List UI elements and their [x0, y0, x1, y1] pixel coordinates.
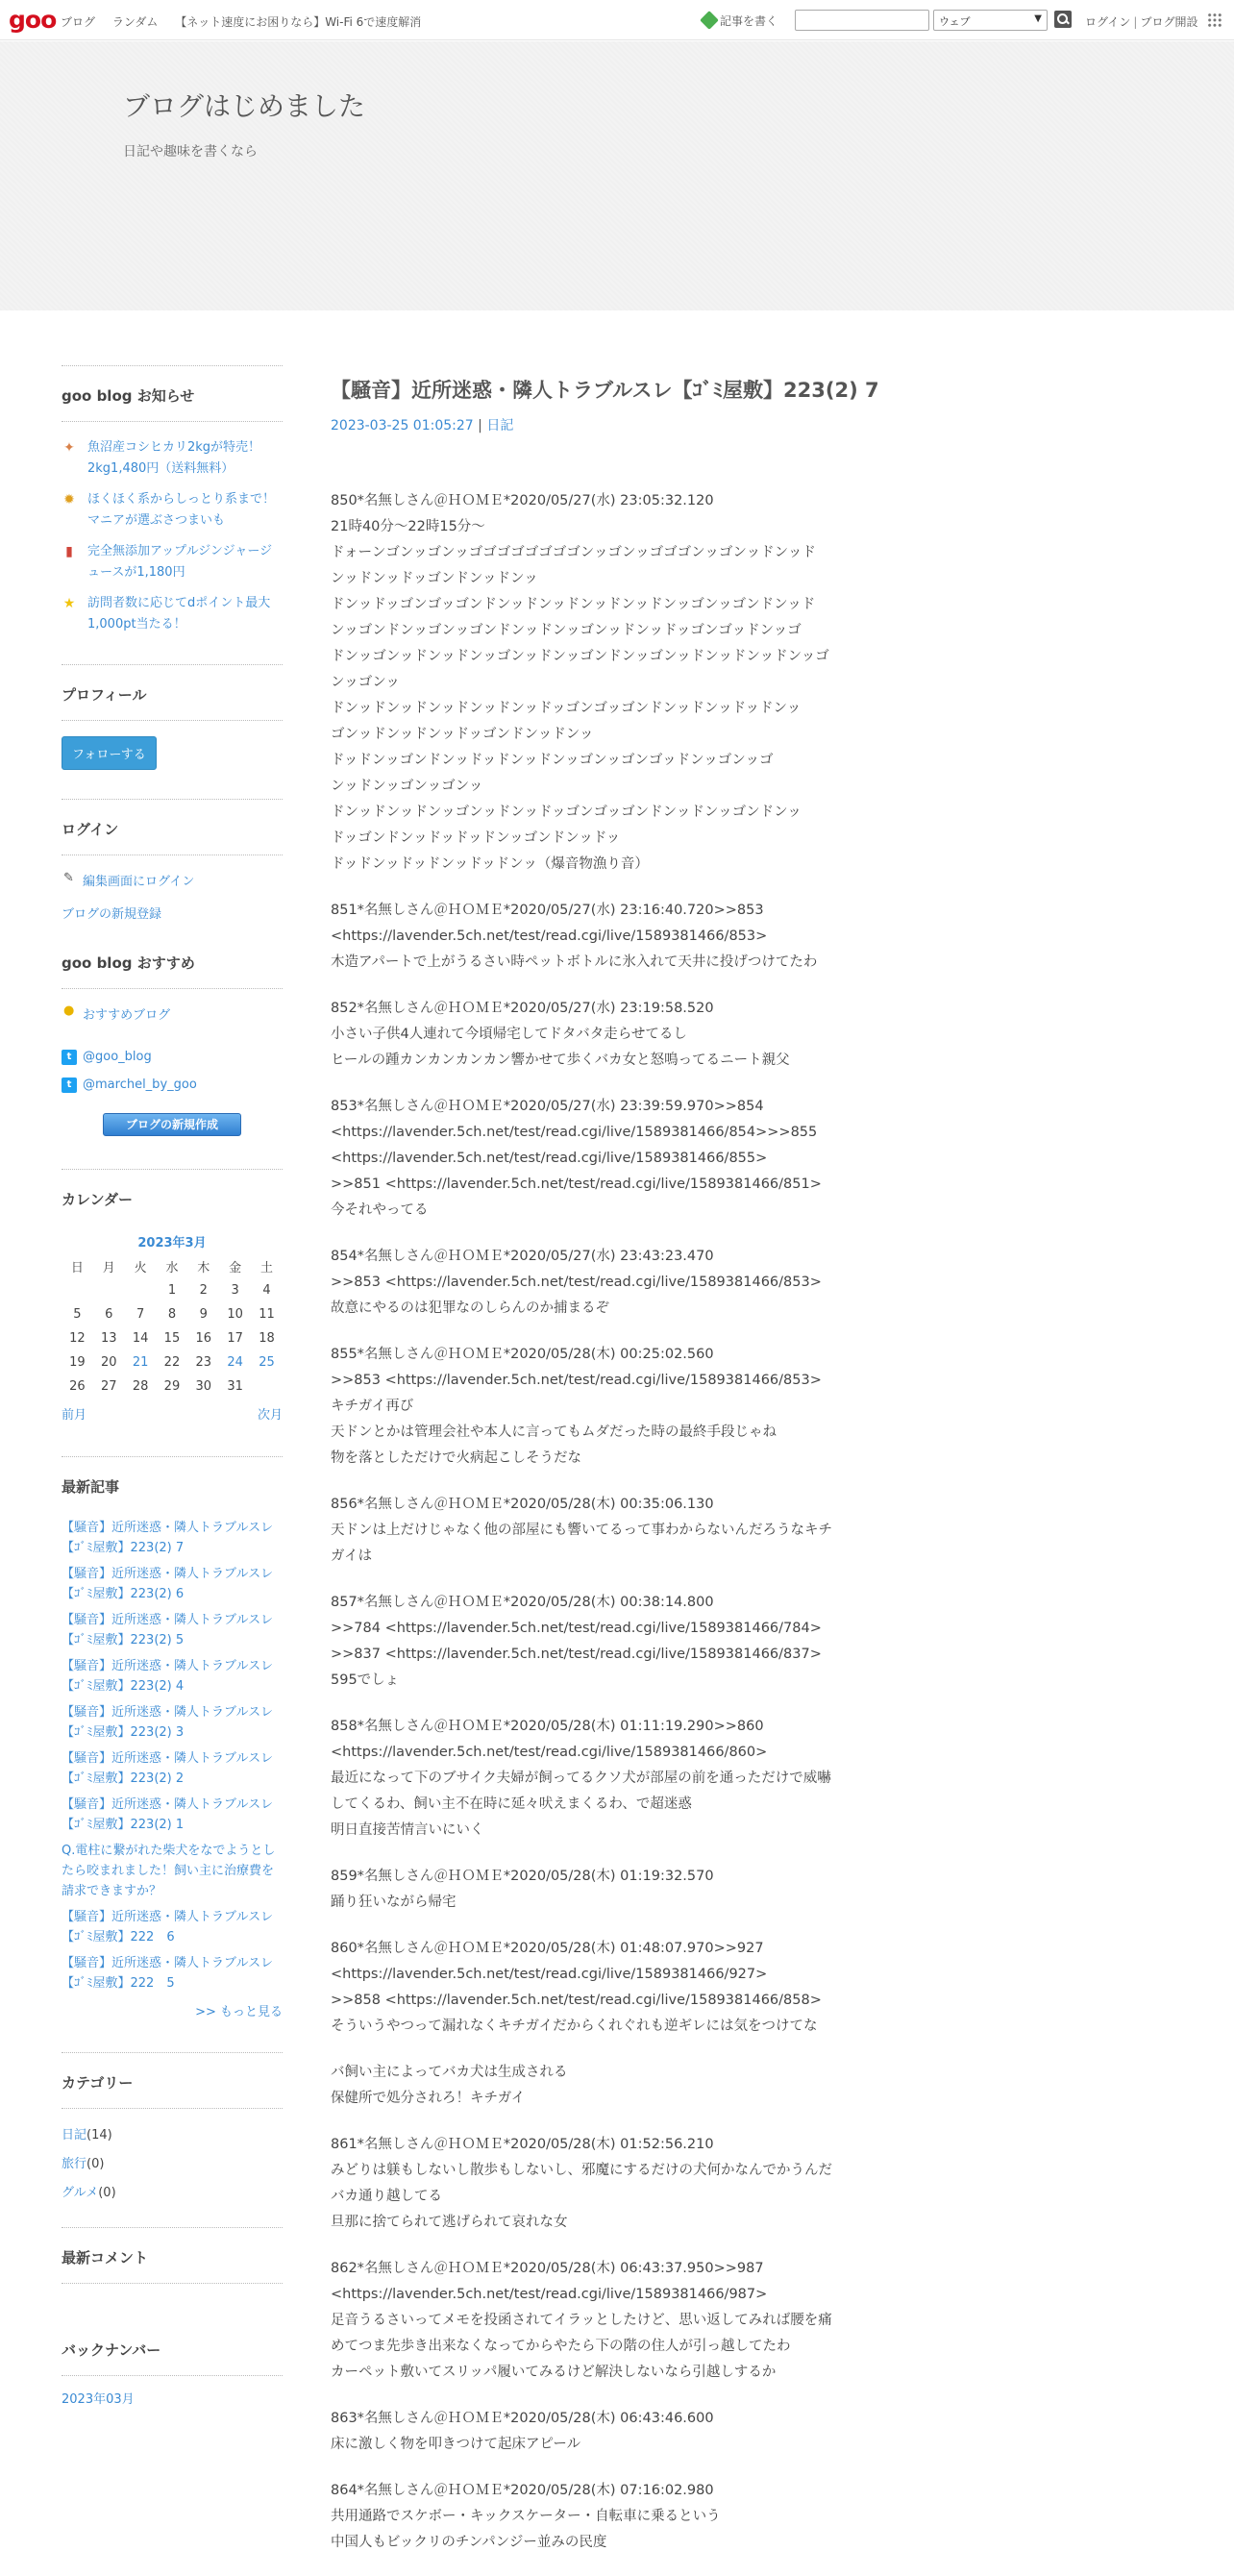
calendar-day: 31	[227, 1379, 243, 1394]
calendar-day: 11	[259, 1307, 275, 1322]
search-input[interactable]	[795, 10, 929, 31]
recent-article-link[interactable]: 【騒音】近所迷惑・隣人トラブルスレ【ｺﾞﾐ屋敷】223(2) 7	[62, 1521, 274, 1555]
category-count: (0)	[86, 2157, 105, 2171]
calendar-day: 19	[69, 1355, 86, 1370]
search-scope-value: ウェブ	[939, 15, 971, 28]
post-line: <https://lavender.5ch.net/test/read.cgi/live/1589381466/854>>>855	[331, 1125, 818, 1140]
blog-title[interactable]: ブログはじめました	[123, 90, 366, 122]
calendar-day: 10	[227, 1307, 243, 1322]
category-list	[62, 2124, 283, 2200]
calendar-month[interactable]: 2023年3月	[137, 1236, 207, 1251]
calendar-weekday: 火	[134, 1261, 147, 1276]
calendar-day	[125, 1278, 157, 1302]
post-line: 852*名無しさん＠ＨＯＭＥ*2020/05/27(水) 23:19:58.520	[331, 1001, 714, 1016]
category-item	[62, 2153, 283, 2171]
calendar-week	[62, 1326, 283, 1350]
post-line: 小さい子供4人連れて今頃帰宅してドタバタ走らせてるし	[331, 1027, 687, 1042]
thread-post	[331, 2256, 907, 2386]
post-line: ドッドンッドッドンッドッドンッ（爆音物漁り音）	[331, 856, 649, 872]
post-line: ンッゴンッ	[331, 675, 400, 690]
calendar-day: 5	[73, 1307, 82, 1322]
calendar-prev-link[interactable]: 前月	[62, 1408, 87, 1423]
post-line: >>851 <https://lavender.5ch.net/test/read.cgi/live/1589381466/851>	[331, 1177, 822, 1192]
goo-logo[interactable]: goo	[9, 6, 57, 34]
calendar-day: 1	[167, 1283, 177, 1298]
post-line: 853*名無しさん＠ＨＯＭＥ*2020/05/27(水) 23:39:59.970>>854	[331, 1099, 764, 1114]
notice-item[interactable]	[62, 437, 283, 480]
chevron-down-icon: ▼	[1034, 13, 1042, 24]
post-line: 共用通路でスケボー・キックスケーター・自転車に乗るという	[331, 2509, 721, 2524]
post-line: ンッドンッゴンッゴンッ	[331, 779, 483, 794]
calendar-day: 26	[69, 1379, 86, 1394]
post-line: 854*名無しさん＠ＨＯＭＥ*2020/05/27(水) 23:43:23.470	[331, 1249, 714, 1264]
recommended-blog-link[interactable]	[62, 1004, 283, 1023]
post-line: そういうやつって漏れなくキチガイだからくれぐれも逆ギレには気をつけてな	[331, 2019, 818, 2034]
post-line: >>853 <https://lavender.5ch.net/test/read.cgi/live/1589381466/853>	[331, 1275, 822, 1290]
category-link[interactable]: グルメ	[62, 2186, 99, 2200]
post-line: 物を落としただけで火病起こしそうだな	[331, 1450, 581, 1466]
post-line: 856*名無しさん＠ＨＯＭＥ*2020/05/28(木) 00:35:06.130	[331, 1497, 714, 1512]
create-new-blog-button[interactable]: ブログの新規作成	[103, 1113, 241, 1136]
edit-login-label[interactable]: 編集画面にログイン	[83, 875, 195, 889]
calendar-day: 15	[163, 1331, 181, 1346]
nav-ad-link[interactable]: 【ネット速度にお困りなら】Wi-Fi 6で速度解消	[175, 15, 422, 29]
login-title: ログイン	[62, 819, 283, 855]
calendar-day: 22	[163, 1355, 181, 1370]
post-line: ドンッドンッドンッゴンッドンッドッゴンゴッゴンドンッドンッゴンドンッ	[331, 805, 802, 820]
post-line: 天ドンは上だけじゃなく他の部屋にも響いてるって事わからないんだろうなキチ	[331, 1523, 832, 1538]
blog-description: 日記や趣味を書くなら	[123, 144, 258, 160]
post-line: ドォーンゴンッゴンッゴゴゴゴゴゴゴゴンッゴンッゴゴゴンッゴンッドンッド	[331, 545, 816, 560]
juice-icon: ▮	[65, 544, 73, 559]
calendar-day: 13	[100, 1331, 117, 1346]
calendar-day: 20	[100, 1355, 117, 1370]
thread-post	[331, 996, 907, 1074]
post-line: 857*名無しさん＠ＨＯＭＥ*2020/05/28(木) 00:38:14.800	[331, 1595, 714, 1610]
post-line: >>784 <https://lavender.5ch.net/test/read.cgi/live/1589381466/784>	[331, 1621, 822, 1636]
recent-article-link[interactable]: 【騒音】近所迷惑・隣人トラブルスレ【ｺﾞﾐ屋敷】223(2) 5	[62, 1613, 274, 1647]
recent-article-link[interactable]: 【騒音】近所迷惑・隣人トラブルスレ【ｺﾞﾐ屋敷】223(2) 6	[62, 1567, 274, 1601]
calendar-weekday: 月	[102, 1261, 115, 1276]
calendar-day	[62, 1278, 93, 1302]
recent-list	[62, 1518, 283, 1994]
calendar-day: 27	[100, 1379, 117, 1394]
recent-article-link[interactable]: 【騒音】近所迷惑・隣人トラブルスレ【ｺﾞﾐ屋敷】223(2) 3	[62, 1705, 274, 1740]
notice-link[interactable]: 完全無添加アップルジンジャージュースが1,180円	[87, 544, 273, 580]
thread-post	[331, 488, 907, 878]
calendar-day: 12	[69, 1331, 86, 1346]
recent-section	[62, 1456, 283, 2019]
twitter-icon: t	[62, 1050, 77, 1065]
calendar-week	[62, 1375, 283, 1399]
notice-item[interactable]	[62, 541, 283, 583]
calendar-weekday: 木	[197, 1261, 210, 1276]
nav-random-link[interactable]: ランダム	[111, 15, 159, 29]
calendar-week	[62, 1302, 283, 1326]
post-line: 最近になって下のブサイク夫婦が飼ってるクソ犬が部屋の前を通っただけで威嚇	[331, 1771, 831, 1786]
search-icon[interactable]	[1054, 11, 1072, 28]
post-line: 861*名無しさん＠ＨＯＭＥ*2020/05/28(木) 01:52:56.210	[331, 2137, 714, 2152]
calendar-next-link[interactable]: 次月	[257, 1408, 283, 1423]
calendar-table	[62, 1254, 283, 1399]
post-line: ドンッゴンッドンッドンッゴンッドンッゴンドンッゴンッドンッドンッドンッゴ	[331, 649, 829, 664]
thread-post	[331, 1492, 907, 1570]
post-line: 足音うるさいってメモを投函されてイラッとしたけど、思い返してみれば腰を痛	[331, 2313, 832, 2328]
post-line: ヒールの踵カンカンカンカン響かせて歩くバカ女と怒鳴ってるニート親父	[331, 1053, 790, 1068]
post-line: キチガイ再び	[331, 1399, 414, 1414]
calendar-day: 3	[231, 1283, 239, 1298]
nav-blog-link[interactable]: ブログ	[61, 15, 96, 29]
post-line: ドンッドッゴンゴッゴンドンッドンッドンッドンッドンッゴンッゴンドンッド	[331, 597, 816, 612]
post-line: 859*名無しさん＠ＨＯＭＥ*2020/05/28(木) 01:19:32.570	[331, 1869, 714, 1884]
entry-body	[331, 488, 907, 2556]
post-line: 床に激しく物を叩きつけて起床アピール	[331, 2437, 581, 2452]
post-line: めてつま先歩き出来なくなってからやたら下の階の住人が引っ越してたわ	[331, 2339, 791, 2354]
calendar-nav	[62, 1404, 283, 1424]
recent-article-link[interactable]: Q.電柱に繋がれた柴犬をなでようとしたら咬まれました！飼い主に治療費を請求できますか？	[62, 1844, 276, 1898]
calendar-day-link[interactable]: 25	[259, 1355, 275, 1370]
entry-title[interactable]: 【騒音】近所迷惑・隣人トラブルスレ【ｺﾞﾐ屋敷】223(2) 7	[331, 379, 879, 402]
post-line: <https://lavender.5ch.net/test/read.cgi/live/1589381466/853>	[331, 929, 768, 944]
backnumber-title: バックナンバー	[62, 2340, 283, 2376]
twitter-goo-blog-label[interactable]: @goo_blog	[83, 1050, 152, 1064]
separator: |	[1133, 15, 1138, 29]
category-item	[62, 2124, 283, 2143]
post-line: 595でしょ	[331, 1672, 400, 1688]
category-link[interactable]: 日記	[62, 2128, 87, 2143]
post-line: 天ドンとかは管理会社や本人に言ってもムダだった時の最終手段じゃね	[331, 1424, 777, 1440]
post-line: >>837 <https://lavender.5ch.net/test/read.cgi/live/1589381466/837>	[331, 1647, 822, 1662]
calendar-weekday: 水	[165, 1261, 179, 1276]
post-line: 864*名無しさん＠ＨＯＭＥ*2020/05/28(木) 07:16:02.980	[331, 2483, 714, 2498]
post-line: バ飼い主によってバカ犬は生成される	[331, 2065, 568, 2080]
post-line: 862*名無しさん＠ＨＯＭＥ*2020/05/28(木) 06:43:37.950>>987	[331, 2261, 764, 2276]
backnumber-section	[62, 2340, 283, 2409]
calendar-weekday: 日	[70, 1261, 84, 1276]
recent-article-link[interactable]: 【騒音】近所迷惑・隣人トラブルスレ【ｺﾞﾐ屋敷】222 5	[62, 1956, 274, 1991]
twitter-icon: t	[62, 1077, 77, 1093]
more-link-wrap	[62, 2001, 283, 2019]
recent-article-link[interactable]: 【騒音】近所迷惑・隣人トラブルスレ【ｺﾞﾐ屋敷】223(2) 1	[62, 1797, 274, 1832]
post-line: 保健所で処分されろ！キチガイ	[331, 2091, 526, 2106]
post-line: 中国人もビックリのチンパンジー並みの民度	[331, 2535, 607, 2550]
apps-grid-icon[interactable]	[1207, 12, 1222, 28]
post-line: <https://lavender.5ch.net/test/read.cgi/live/1589381466/855>	[331, 1151, 768, 1166]
thread-post	[331, 1714, 907, 1844]
thread-post	[331, 2132, 907, 2236]
open-blog-link[interactable]: ブログ開設	[1140, 15, 1198, 29]
calendar-section	[62, 1169, 283, 1424]
thread-post	[331, 1094, 907, 1224]
backnumber-link[interactable]: 2023年03月	[62, 2392, 135, 2407]
thread-post	[331, 2060, 907, 2112]
entry-datetime-link[interactable]: 2023-03-25 01:05:27	[331, 418, 474, 433]
post-line: ンッゴンドンッゴンッゴンドンッドンッゴンッドンッドッゴンゴッドンッゴ	[331, 623, 802, 638]
calendar-day: 9	[199, 1307, 208, 1322]
post-line: みどりは躾もしないし散歩もしないし、邪魔にするだけの犬何かなんでかうんだ	[331, 2163, 832, 2178]
calendar-day: 6	[105, 1307, 113, 1322]
new-register-link[interactable]: ブログの新規登録	[62, 907, 162, 922]
calendar-weekday: 金	[229, 1261, 242, 1276]
search-scope-select[interactable]	[933, 10, 1048, 31]
calendar-day: 29	[163, 1379, 181, 1394]
category-link[interactable]: 旅行	[62, 2157, 87, 2171]
write-article-link[interactable]	[703, 12, 777, 29]
post-line: 故意にやるのは犯罪なのしらんのか捕まるぞ	[331, 1300, 609, 1316]
twitter-marchel-label[interactable]: @marchel_by_goo	[83, 1077, 197, 1092]
edit-login-link[interactable]	[62, 871, 283, 889]
thread-post	[331, 1590, 907, 1694]
recent-article-link[interactable]: 【騒音】近所迷惑・隣人トラブルスレ【ｺﾞﾐ屋敷】222 6	[62, 1910, 274, 1944]
calendar-day: 30	[195, 1379, 212, 1394]
calendar-day: 2	[199, 1283, 208, 1298]
post-line: 今それやってる	[331, 1202, 429, 1218]
lightbulb-icon: ●	[63, 1003, 75, 1018]
entry-meta	[331, 415, 1176, 434]
comments-title: 最新コメント	[62, 2247, 283, 2284]
post-line: ゴンッドンッドンッドッゴンドンッドンッ	[331, 727, 594, 742]
calendar-day: 28	[132, 1379, 149, 1394]
category-count: (0)	[98, 2186, 116, 2200]
calendar-day: 8	[167, 1307, 177, 1322]
sidebar	[62, 365, 283, 2409]
category-title: カテゴリー	[62, 2072, 283, 2109]
calendar-day: 17	[227, 1331, 243, 1346]
calendar-day-link[interactable]: 24	[227, 1355, 243, 1370]
profile-title: プロフィール	[62, 684, 283, 721]
thread-post	[331, 1936, 907, 2040]
post-line: >>858 <https://lavender.5ch.net/test/read.cgi/live/1589381466/858>	[331, 1993, 822, 2008]
post-line: ガイは	[331, 1548, 373, 1564]
twitter-marchel-link[interactable]	[62, 1077, 283, 1092]
post-line: >>853 <https://lavender.5ch.net/test/read.cgi/live/1589381466/853>	[331, 1373, 822, 1388]
recent-article-link[interactable]: 【騒音】近所迷惑・隣人トラブルスレ【ｺﾞﾐ屋敷】223(2) 2	[62, 1751, 274, 1786]
calendar-title: カレンダー	[62, 1191, 134, 1208]
post-line: 21時40分～22時15分～	[331, 519, 485, 534]
post-line: ドッゴンドンッドッドッドンッゴンドンッドッ	[331, 830, 621, 846]
recommended-blog-label[interactable]: おすすめブログ	[83, 1008, 171, 1023]
calendar-week	[62, 1278, 283, 1302]
notice-link[interactable]: 魚沼産コシヒカリ2kgが特売！2kg1,480円（送料無料）	[87, 440, 261, 476]
thread-post	[331, 2478, 907, 2556]
thread-post	[331, 1864, 907, 1916]
post-line: ンッドンッドッゴンドンッドンッ	[331, 571, 538, 586]
post-line: 木造アパートで上がうるさい時ペットボトルに氷入れて天井に投げつけてたわ	[331, 954, 818, 970]
thread-post	[331, 898, 907, 976]
write-article-label: 記事を書く	[720, 14, 778, 28]
follow-button[interactable]: フォローする	[62, 736, 157, 770]
calendar-day: 18	[259, 1331, 275, 1346]
calendar-day: 7	[136, 1307, 145, 1322]
login-link[interactable]: ログイン	[1085, 15, 1131, 29]
top-nav	[61, 13, 434, 30]
notice-item[interactable]	[62, 593, 283, 635]
sweet-potato-icon: ✹	[63, 492, 75, 508]
post-line: してくるわ、飼い主不在時に延々吠えまくるわ、で超迷惑	[331, 1796, 692, 1812]
pen-icon: ✎	[63, 871, 74, 885]
post-line: カーペット敷いてスリッパ履いてみるけど解決しないなら引越しするか	[331, 2365, 777, 2380]
login-section	[62, 799, 283, 924]
calendar-weekday: 土	[260, 1261, 274, 1276]
category-item	[62, 2182, 283, 2200]
rice-icon: ✦	[63, 440, 75, 456]
more-link[interactable]: >> もっと見る	[195, 2005, 283, 2019]
post-line: バカ通り越してる	[331, 2189, 442, 2204]
blog-header	[0, 41, 1234, 310]
calendar-week	[62, 1350, 283, 1375]
thread-post	[331, 2406, 907, 2458]
notice-item[interactable]	[62, 489, 283, 532]
top-bar	[0, 0, 1234, 40]
post-line: ドンッドンッドンッドンッドンッドッゴンゴッゴンドンッドンッドッドンッ	[331, 701, 802, 716]
comments-section	[62, 2227, 283, 2284]
notice-link[interactable]: 訪問者数に応じてdポイント最大1,000pt当たる！	[87, 596, 271, 632]
post-line: 851*名無しさん＠ＨＯＭＥ*2020/05/27(水) 23:16:40.720>>853	[331, 903, 764, 918]
calendar-day: 23	[195, 1355, 212, 1370]
post-line: <https://lavender.5ch.net/test/read.cgi/live/1589381466/860>	[331, 1745, 768, 1760]
thread-post	[331, 1342, 907, 1472]
notice-link[interactable]: ほくほく系からしっとり系まで！マニアが選ぶさつまいも	[87, 492, 276, 528]
entry-category-link[interactable]: 日記	[486, 418, 514, 433]
pencil-icon	[700, 11, 719, 30]
post-line: 明日直接苦情言いにいく	[331, 1822, 484, 1838]
post-line: 858*名無しさん＠ＨＯＭＥ*2020/05/28(木) 01:11:19.290>>860	[331, 1719, 764, 1734]
post-line: 旦那に捨てられて逃げられて哀れな女	[331, 2215, 568, 2230]
recommend-title: goo blog おすすめ	[62, 953, 283, 989]
post-line: 855*名無しさん＠ＨＯＭＥ*2020/05/28(木) 00:25:02.560	[331, 1347, 714, 1362]
post-line: 863*名無しさん＠ＨＯＭＥ*2020/05/28(木) 06:43:46.600	[331, 2411, 714, 2426]
profile-section	[62, 664, 283, 770]
calendar-day	[251, 1375, 283, 1399]
recommend-section	[62, 953, 283, 1136]
notice-section	[62, 365, 283, 635]
calendar-day	[93, 1278, 125, 1302]
recent-title: 最新記事	[62, 1478, 120, 1496]
notice-title: goo blog お知らせ	[62, 385, 283, 422]
recent-article-link[interactable]: 【騒音】近所迷惑・隣人トラブルスレ【ｺﾞﾐ屋敷】223(2) 4	[62, 1659, 274, 1694]
top-right-links	[1085, 13, 1197, 30]
post-line: <https://lavender.5ch.net/test/read.cgi/live/1589381466/987>	[331, 2287, 768, 2302]
category-section	[62, 2052, 283, 2200]
category-count: (14)	[86, 2128, 112, 2143]
post-line: <https://lavender.5ch.net/test/read.cgi/live/1589381466/927>	[331, 1967, 768, 1982]
post-line: 850*名無しさん＠ＨＯＭＥ*2020/05/27(水) 23:05:32.120	[331, 493, 714, 508]
calendar-day: 4	[262, 1283, 271, 1298]
calendar-day: 14	[132, 1331, 149, 1346]
calendar-day-link[interactable]: 21	[132, 1355, 149, 1370]
post-line: ドッドンッゴンドンッドッドンッドンッゴンッゴンゴッドンッゴンッゴ	[331, 753, 774, 768]
calendar-day: 16	[195, 1331, 212, 1346]
post-line: 踊り狂いながら帰宅	[331, 1895, 457, 1910]
main-content	[331, 365, 1176, 2576]
thread-post	[331, 1244, 907, 1322]
meta-separator: |	[473, 418, 487, 433]
star-icon: ★	[62, 596, 76, 611]
twitter-goo-blog-link[interactable]	[62, 1050, 283, 1064]
post-line: 860*名無しさん＠ＨＯＭＥ*2020/05/28(木) 01:48:07.970>>927	[331, 1941, 764, 1956]
